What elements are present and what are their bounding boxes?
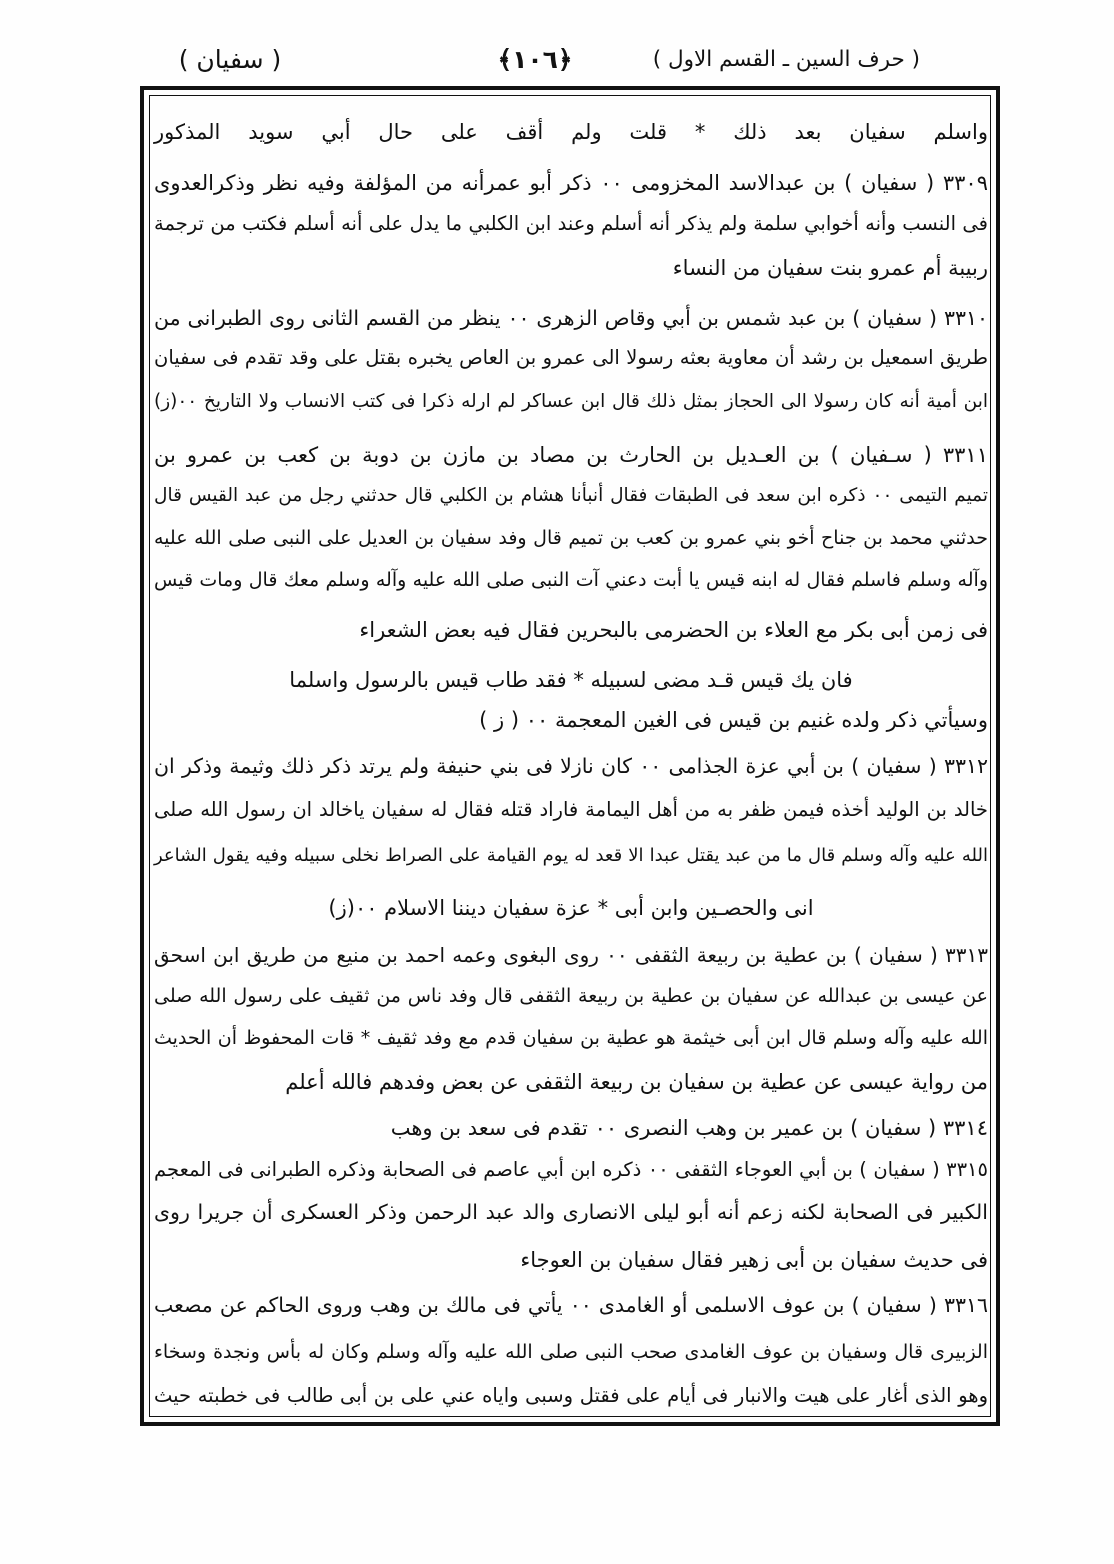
body-line: ٣٣١٠ ( سفيان ) بن عبد شمس بن أبي وقاص الزهرى ٠٠ ينظر من القسم الثانى روى الطبرانى من xyxy=(154,306,988,330)
body-line: ٣٣١٣ ( سفيان ) بن عطية بن ربيعة الثقفى ٠٠ روى البغوى وعمه احمد بن منيع من طريق ابن اسحق xyxy=(154,943,988,967)
body-line: ٣٣١٤ ( سفيان ) بن عمير بن وهب النصرى ٠٠ تقدم فى سعد بن وهب xyxy=(390,1116,988,1140)
body-line: ٣٣١٦ ( سفيان ) بن عوف الاسلمى أو الغامدى ٠٠ يأتي فى مالك بن وهب وروى الحاكم عن مصعب xyxy=(154,1293,988,1317)
body-line: واسلم سفيان بعد ذلك * قلت ولم أقف على حال أبي سويد المذكور xyxy=(154,120,988,144)
body-line: ربيبة أم عمرو بنت سفيان من النساء xyxy=(672,256,988,280)
running-header-chapter: ( حرف السين ـ القسم الاول ) xyxy=(652,47,920,72)
body-line: الزبيرى قال وسفيان بن عوف الغامدى صحب النبى صلى الله عليه وآله وسلم وكان له بأس ونجدة وسخاء xyxy=(154,1341,988,1363)
body-line: من رواية عيسى عن عطية بن سفيان بن ربيعة الثقفى عن بعض وفدهم فالله أعلم xyxy=(285,1070,988,1094)
body-line: حدثني محمد بن جناح أخو بني عمرو بن كعب بن تميم قال وفد سفيان بن العديل على النبى صلى الله عليه xyxy=(154,527,988,549)
body-line: تميم التيمى ٠٠ ذكره ابن سعد فى الطبقات فقال أنبأنا هشام بن الكلبي قال حدثني رجل من عبد القيس قال xyxy=(154,485,989,506)
body-line: طريق اسمعيل بن رشد أن معاوية بعثه رسولا الى عمرو بن العاص يخبره بقتل على وقد تقدم فى سفيان xyxy=(154,346,988,369)
page-number: ﴿١٠٦﴾ xyxy=(497,45,573,74)
body-line: وسيأتي ذكر ولده غنيم بن قيس فى الغين المعجمة ٠٠ ( ز ) xyxy=(479,708,988,732)
body-line: الكبير فى الصحابة لكنه زعم أنه أبو ليلى الانصارى والد عبد الرحمن وذكر العسكرى أن جريرا روى xyxy=(154,1200,988,1224)
body-line: عن عيسى بن عبدالله عن سفيان بن عطية بن ربيعة الثقفى قال وفد ناس من ثقيف على رسول الله صلى xyxy=(154,985,988,1007)
body-line: ابن أمية أنه كان رسولا الى الحجاز بمثل ذلك قال ابن عساكر لم ارله ذكرا فى كتب الانساب ولا التاريخ ٠٠(ز) xyxy=(154,391,988,412)
body-line: الله عليه وآله وسلم قال ما من عبد يقتل عبدا الا قعد له يوم القيامة على الصراط نخلى سبيله وفيه يقول الشاعر xyxy=(154,845,988,866)
body-line: وآله وسلم فاسلم فقال له ابنه قيس يا أبت دعني آت النبى صلى الله عليه وآله وسلم معك قال ومات قيس xyxy=(154,569,988,591)
poem-line: فان يك قيس قـد مضى لسبيله * فقد طاب قيس بالرسول واسلما xyxy=(289,668,853,692)
body-line: ٣٣١٥ ( سفيان ) بن أبي العوجاء الثقفى ٠٠ ذكره ابن أبي عاصم فى الصحابة وذكره الطبرانى فى المعجم xyxy=(154,1158,988,1181)
running-header-entry: ( سفيان ) xyxy=(178,45,282,74)
body-line: الله عليه وآله وسلم قال ابن أبى خيثمة هو عطية بن سفيان قدم مع وفد ثقيف * قات المحفوظ أن الحديث xyxy=(154,1027,988,1049)
body-line: فى زمن أبى بكر مع العلاء بن الحضرمى بالبحرين فقال فيه بعض الشعراء xyxy=(359,618,988,642)
body-line: خالد بن الوليد أخذه فيمن ظفر به من أهل اليمامة فاراد قتله فقال له سفيان ياخالد ان رسول الله صلى xyxy=(154,798,988,821)
body-line: ٣٣١١ ( سـفيان ) بن العـديل بن الحارث بن مصاد بن مازن بن دوبة بن كعب بن عمرو بن xyxy=(154,443,988,467)
poem-line: انى والحصـين وابن أبى * عزة سفيان ديننا الاسلام ٠٠(ز) xyxy=(328,896,814,920)
body-line: وهو الذى أغار على هيت والانبار فى أيام على فقتل وسبى واياه عني على بن أبى طالب فى خطبته حيث xyxy=(154,1384,988,1407)
body-line: ٣٣١٢ ( سفيان ) بن أبي عزة الجذامى ٠٠ كان نازلا فى بني حنيفة ولم يرتد ذكر ذلك وثيمة وذكر ان xyxy=(154,754,988,778)
body-line: فى حديث سفيان بن أبى زهير فقال سفيان بن العوجاء xyxy=(520,1248,988,1272)
body-line: فى النسب وأنه أخوابي سلمة ولم يذكر أنه أسلم وعند ابن الكلبي ما يدل على أنه أسلم فكتب من ترجمة xyxy=(154,212,988,235)
body-line: ٣٣٠٩ ( سفيان ) بن عبدالاسد المخزومى ٠٠ ذكر أبو عمرأنه من المؤلفة وفيه نظر وذكرالعدوى xyxy=(154,171,988,195)
